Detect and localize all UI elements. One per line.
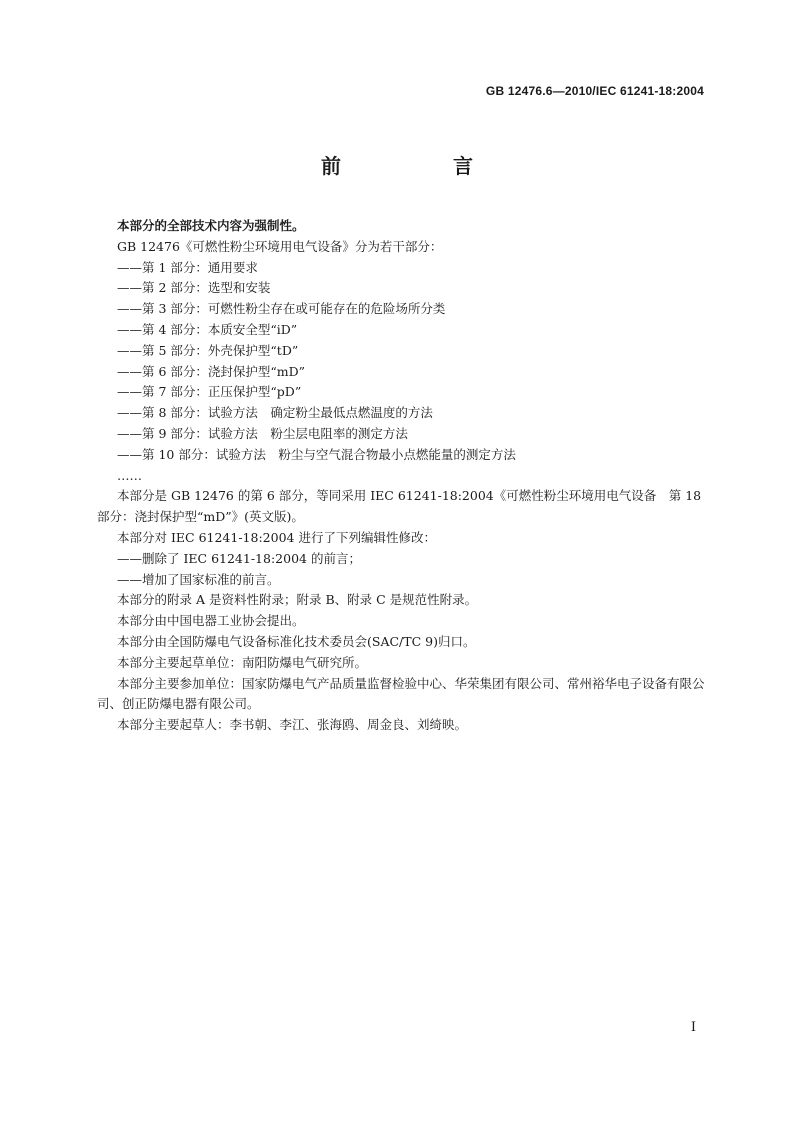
drafters: 本部分主要起草人：李书朝、李江、张海鸥、周金良、刘绮映。: [117, 717, 468, 733]
equivalence-paragraph: 本部分是 GB 12476 的第 6 部分，等同采用 IEC 61241-18:2004《可燃性粉尘环境用电气设备 第 18 部分：浇封保护型“mD”》(英文版)。: [97, 488, 702, 525]
list-item: ——第 1 部分：通用要求: [117, 259, 258, 275]
list-item: ——第 9 部分：试验方法 粉尘层电阻率的测定方法: [117, 425, 408, 441]
proposed-by: 本部分由中国电器工业协会提出。: [117, 613, 305, 629]
edit-item: ——删除了 IEC 61241-18:2004 的前言；: [117, 550, 361, 566]
centralized-by: 本部分由全国防爆电气设备标准化技术委员会(SAC/TC 9)归口。: [117, 633, 476, 649]
page-title: 前 言: [321, 154, 519, 178]
list-item: ——第 4 部分：本质安全型“iD”: [117, 321, 298, 337]
foreword-body: [97, 216, 707, 736]
page-number: I: [690, 1020, 696, 1035]
list-item: ——第 7 部分：正压保护型“pD”: [117, 384, 302, 400]
list-item: ——第 2 部分：选型和安装: [117, 280, 271, 296]
list-item: ——第 6 部分：浇封保护型“mD”: [117, 363, 306, 379]
participating-units: 本部分主要参加单位：国家防爆电气产品质量监督检验中心、华荣集团有限公司、常州裕华电子设备有限公司、创正防爆电器有限公司。: [97, 675, 705, 712]
list-item: ——第 8 部分：试验方法 确定粉尘最低点燃温度的方法: [117, 405, 433, 421]
drafting-unit: 本部分主要起草单位：南阳防爆电气研究所。: [117, 654, 368, 670]
edits-intro: 本部分对 IEC 61241-18:2004 进行了下列编辑性修改：: [117, 529, 436, 545]
list-ellipsis: ……: [117, 467, 142, 483]
list-item: ——第 5 部分：外壳保护型“tD”: [117, 342, 299, 358]
edit-item: ——增加了国家标准的前言。: [117, 571, 280, 587]
annex-statement: 本部分的附录 A 是资料性附录；附录 B、附录 C 是规范性附录。: [117, 592, 478, 608]
mandatory-statement: 本部分的全部技术内容为强制性。: [117, 218, 305, 233]
standard-number-header: GB 12476.6—2010/IEC 61241-18:2004: [485, 84, 704, 98]
list-item: ——第 3 部分：可燃性粉尘存在或可能存在的危险场所分类: [117, 301, 446, 317]
series-intro: GB 12476《可燃性粉尘环境用电气设备》分为若干部分：: [117, 238, 443, 254]
list-item: ——第 10 部分：试验方法 粉尘与空气混合物最小点燃能量的测定方法: [117, 446, 516, 462]
